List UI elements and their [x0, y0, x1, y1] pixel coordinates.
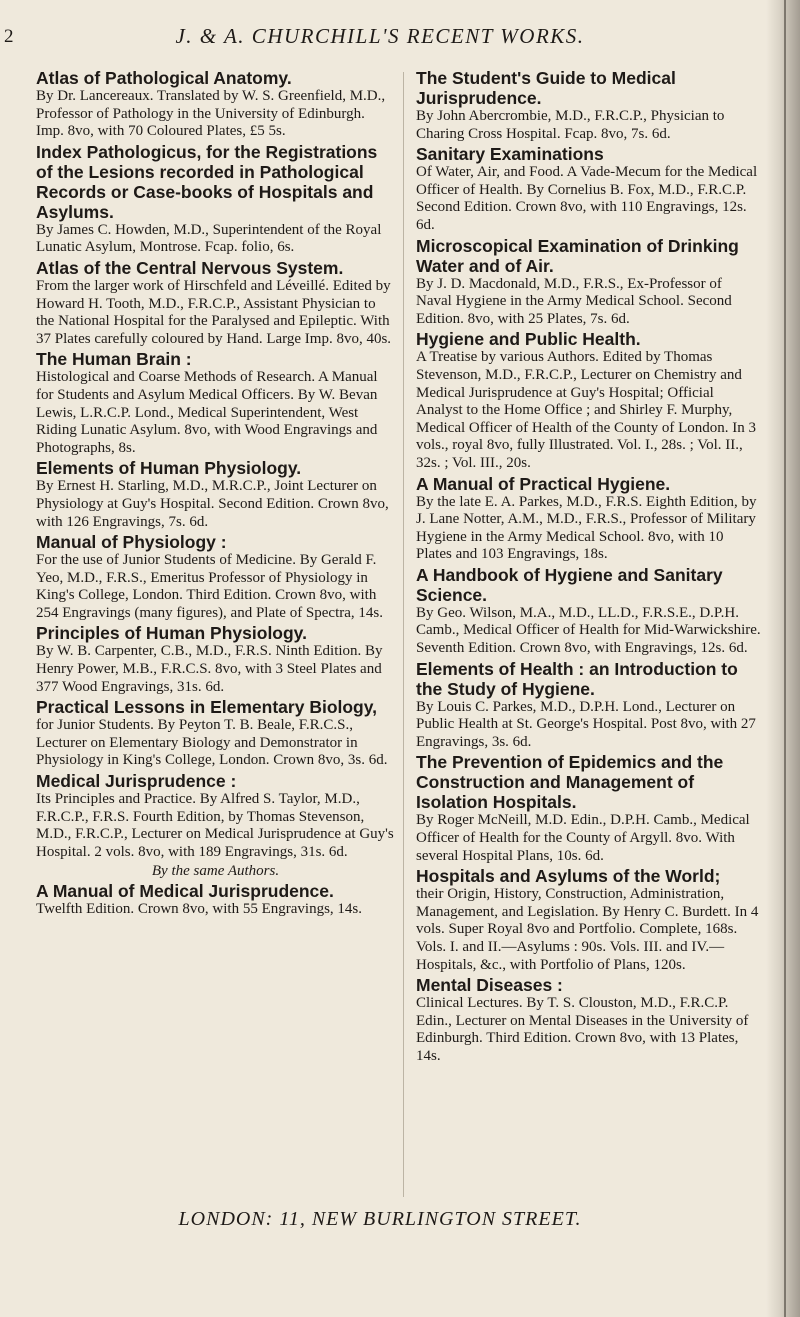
book-entry: [416, 659, 761, 752]
book-description: By Roger McNeill, M.D. Edin., D.P.H. Camb., Medical Officer of Health for the County of Argyll. 8vo. With several Hospital Plans, 10s. 6d.: [416, 812, 750, 864]
book-description: Twelfth Edition. Crown 8vo, with 55 Engravings, 14s.: [36, 901, 363, 918]
page-number: 2: [4, 26, 14, 47]
book-entry: [36, 771, 395, 880]
book-title: Hospitals and Asylums of the World;: [416, 866, 721, 887]
book-entry: [36, 68, 395, 141]
book-title: A Manual of Practical Hygiene.: [416, 473, 671, 494]
book-entry: [36, 881, 395, 919]
book-entry: [416, 329, 761, 472]
book-title: The Human Brain :: [36, 349, 192, 370]
book-title: Elements of Human Physiology.: [36, 458, 302, 479]
book-title: Elements of Health : an Introduction to the Study of Hygiene.: [416, 658, 738, 699]
book-description: For the use of Junior Students of Medicine. By Gerald F. Yeo, M.D., F.R.S., Emeritus Professor of Physiology in King's College, London. Third Edition. Crown 8vo, with 254 Engravings (many figures), and Plate of Spectra, 14s.: [36, 552, 383, 621]
book-title: Index Pathologicus, for the Registrations of the Lesions recorded in Pathological Records or Case-books of Hospitals and Asylums.: [36, 141, 378, 222]
book-entry: [416, 866, 761, 974]
book-entry: [416, 565, 761, 658]
book-entry: [36, 697, 395, 770]
right-column: [416, 68, 761, 1067]
imprint-footer: LONDON: 11, NEW BURLINGTON STREET.: [178, 1208, 582, 1230]
page-edge-shadow: [766, 0, 800, 1317]
book-entry: [416, 144, 761, 234]
book-entry: [36, 142, 395, 257]
book-description: By John Abercrombie, M.D., F.R.C.P., Physician to Charing Cross Hospital. Fcap. 8vo, 7s. 6d.: [416, 108, 725, 142]
book-description: Histological and Coarse Methods of Research. A Manual for Students and Asylum Medical Officers. By W. Bevan Lewis, L.R.C.P. Lond., Medical Superintendent, West Riding Lunatic Asylum. 8vo, with Wood Engravings and Photographs, 8s.: [36, 369, 378, 456]
book-entry: [36, 349, 395, 457]
book-title: Microscopical Examination of Drinking Water and of Air.: [416, 235, 739, 276]
book-title: Mental Diseases :: [416, 975, 563, 996]
running-head: J. & A. CHURCHILL'S RECENT WORKS.: [175, 24, 585, 48]
book-description: Clinical Lectures. By T. S. Clouston, M.D., F.R.C.P. Edin., Lecturer on Mental Diseases in the University of Edinburgh. Third Edition. Crown 8vo, with 13 Plates, 14s.: [416, 995, 749, 1064]
book-title: Hygiene and Public Health.: [416, 329, 641, 350]
book-description: By W. B. Carpenter, C.B., M.D., F.R.S. Ninth Edition. By Henry Power, M.B., F.R.C.S. 8vo, with 3 Steel Plates and 377 Wood Engravings, 31s. 6d.: [36, 643, 383, 695]
book-description: By James C. Howden, M.D., Superintendent of the Royal Lunatic Asylum, Montrose. Fcap. folio, 6s.: [36, 221, 382, 256]
book-description: By Louis C. Parkes, M.D., D.P.H. Lond., Lecturer on Public Health at St. George's Hospital. Post 8vo, with 27 Engravings, 3s. 6d.: [416, 698, 756, 750]
book-title: Sanitary Examinations: [416, 144, 604, 165]
book-title: A Manual of Medical Jurisprudence.: [36, 881, 334, 902]
book-title: Atlas of Pathological Anatomy.: [36, 68, 292, 88]
book-description: By Dr. Lancereaux. Translated by W. S. Greenfield, M.D., Professor of Pathology in the University of Edinburgh. Imp. 8vo, with 70 Coloured Plates, £5 5s.: [36, 88, 386, 140]
column-divider: [403, 72, 404, 1197]
book-entry: [36, 458, 395, 531]
book-entry: [36, 532, 395, 622]
book-title: The Student's Guide to Medical Jurisprudence.: [416, 68, 676, 108]
book-title: Medical Jurisprudence :: [36, 771, 237, 792]
book-entry: [416, 68, 761, 143]
book-description: A Treatise by various Authors. Edited by Thomas Stevenson, M.D., F.R.C.P., Lecturer on Chemistry and Medical Jurisprudence at Guy's Hospital; Official Analyst to the Home Office ; and Shirley F. Murphy, Medical Officer of Health of the County of London. In 3 vols., royal 8vo, fully Illustrated. Vol. I., 28s. ; Vol. II., 32s. ; Vol. III., 20s.: [416, 349, 757, 471]
book-entry: [416, 474, 761, 564]
book-description: Of Water, Air, and Food. A Vade-Mecum for the Medical Officer of Health. By Cornelius B. Fox, M.D., F.R.C.P. Second Edition. Crown 8vo, with 110 Engravings, 12s. 6d.: [416, 164, 758, 233]
book-note: By the same Authors.: [151, 863, 280, 880]
page-header: [0, 24, 760, 54]
page-binding-line: [784, 0, 786, 1317]
book-description: From the larger work of Hirschfeld and Léveillé. Edited by Howard H. Tooth, M.D., F.R.C.P., Assistant Physician to the National Hospital for the Paralysed and Epileptic. With 37 Plates carefully coloured by Hand. Large Imp. 8vo, 40s.: [36, 277, 392, 347]
book-description: By the late E. A. Parkes, M.D., F.R.S. Eighth Edition, by J. Lane Notter, A.M., M.D., F.R.S., Professor of Military Hygiene in the Army Medical School. 8vo, with 10 Plates and 103 Engravings, 18s.: [416, 493, 757, 563]
book-title: Manual of Physiology :: [36, 532, 227, 553]
book-title: Atlas of the Central Nervous System.: [36, 257, 344, 278]
book-entry: [36, 623, 395, 696]
book-description: By Geo. Wilson, M.A., M.D., LL.D., F.R.S.E., D.P.H. Camb., Medical Officer of Health for Mid-Warwickshire. Seventh Edition. Crown 8vo, with Engravings, 12s. 6d.: [416, 604, 761, 657]
book-entry: [416, 752, 761, 865]
book-entry: [416, 975, 761, 1065]
left-column: [36, 68, 395, 920]
book-title: Principles of Human Physiology.: [36, 623, 307, 644]
book-description: Its Principles and Practice. By Alfred S. Taylor, M.D., F.R.C.P., F.R.S. Fourth Edition, by Thomas Stevenson, M.D., F.R.C.P., Lecturer on Medical Jurisprudence at Guy's Hospital. 2 vols. 8vo, with 189 Engravings, 31s. 6d.: [36, 791, 394, 860]
book-description: their Origin, History, Construction, Administration, Management, and Legislation. By Henry C. Burdett. In 4 vols. Super Royal 8vo and Portfolio. Complete, 168s. Vols. I. and II.—Asylums : 90s. Vols. III. and IV.—Hospitals, &c., with Portfolio of Plans, 120s.: [416, 886, 759, 973]
book-description: for Junior Students. By Peyton T. B. Beale, F.R.C.S., Lecturer on Elementary Biology and Demonstrator in Physiology in King's College, London. Crown 8vo, 3s. 6d.: [36, 717, 388, 769]
book-description: By J. D. Macdonald, M.D., F.R.S., Ex-Professor of Naval Hygiene in the Army Medical School. Second Edition. 8vo, with 25 Plates, 7s. 6d.: [416, 275, 732, 327]
book-entry: [36, 258, 395, 348]
book-title: The Prevention of Epidemics and the Construction and Management of Isolation Hospitals.: [416, 752, 724, 813]
book-entry: [416, 236, 761, 329]
book-title: Practical Lessons in Elementary Biology,: [36, 697, 378, 718]
book-description: By Ernest H. Starling, M.D., M.R.C.P., Joint Lecturer on Physiology at Guy's Hospital. Second Edition. Crown 8vo, with 126 Engravings, 7s. 6d.: [36, 478, 389, 530]
book-title: A Handbook of Hygiene and Sanitary Science.: [416, 564, 723, 605]
